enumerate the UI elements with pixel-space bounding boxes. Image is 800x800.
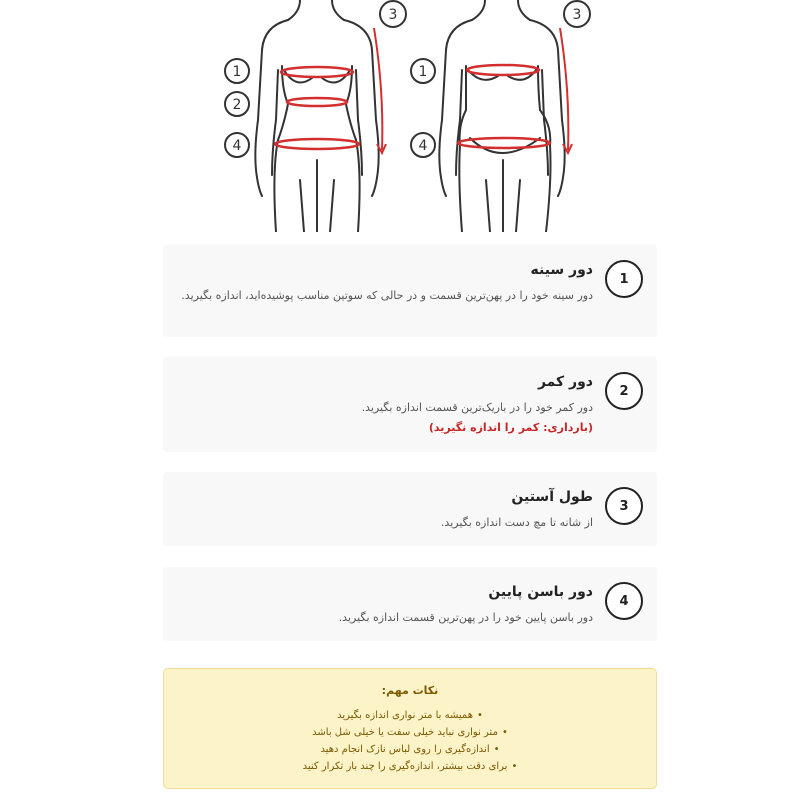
step-number-badge: 2 <box>605 372 643 410</box>
svg-text:1: 1 <box>232 64 242 80</box>
step-number-badge: 1 <box>605 260 643 298</box>
card-description: دور کمر خود را در باریک‌ترین قسمت اندازه بگیرید. <box>361 401 593 414</box>
list-item <box>164 758 656 775</box>
step-number-badge: 3 <box>605 487 643 525</box>
measurement-illustration <box>200 0 620 232</box>
notes-list <box>164 707 656 775</box>
list-item <box>164 707 656 724</box>
card-description: از شانه تا مچ دست اندازه بگیرید. <box>440 516 593 529</box>
bullet-icon: • <box>511 761 518 772</box>
note-text: اندازه‌گیری را روی لباس نازک انجام دهید <box>320 744 490 755</box>
list-item <box>164 724 656 741</box>
measurement-card-sleeve <box>163 472 657 546</box>
bullet-icon: • <box>476 710 483 721</box>
note-text: برای دقت بیشتر، اندازه‌گیری را چند بار تکرار کنید <box>302 761 508 772</box>
bullet-icon: • <box>493 744 500 755</box>
pregnancy-warning: (بارداری: کمر را اندازه نگیرید) <box>428 421 593 434</box>
marker-2-left <box>225 92 249 116</box>
note-text: متر نواری نباید خیلی سفت یا خیلی شل باشد <box>312 727 498 738</box>
measurement-card-low-hip <box>163 567 657 641</box>
card-body <box>179 262 593 305</box>
notes-title: نکات مهم: <box>381 684 439 697</box>
body-figure-pregnant <box>439 0 564 232</box>
card-title: دور سینه <box>530 262 593 278</box>
svg-text:3: 3 <box>388 7 398 23</box>
card-title: طول آستین <box>511 489 593 505</box>
svg-text:3: 3 <box>572 7 582 23</box>
measurement-card-bust <box>163 245 657 337</box>
card-title: دور کمر <box>537 374 593 390</box>
body-figure-regular <box>255 0 378 232</box>
marker-3-left <box>380 1 406 27</box>
note-text: همیشه با متر نواری اندازه بگیرید <box>337 710 473 721</box>
important-notes-box <box>163 668 657 789</box>
card-body <box>179 374 593 434</box>
marker-3-right <box>564 1 590 27</box>
list-item <box>164 741 656 758</box>
step-number-badge: 4 <box>605 582 643 620</box>
svg-text:2: 2 <box>232 97 242 113</box>
marker-4-right <box>411 133 435 157</box>
marker-4-left <box>225 133 249 157</box>
card-body <box>179 489 593 532</box>
svg-text:4: 4 <box>418 138 428 154</box>
svg-text:1: 1 <box>418 64 428 80</box>
card-description: دور باسن پایین خود را در پهن‌ترین قسمت اندازه بگیرید. <box>338 611 593 624</box>
card-description: دور سینه خود را در پهن‌ترین قسمت و در حالی که سوتین مناسب پوشیده‌اید، اندازه بگیرید. <box>181 289 593 302</box>
marker-1-left <box>225 59 249 83</box>
marker-1-right <box>411 59 435 83</box>
bullet-icon: • <box>501 727 508 738</box>
card-title: دور باسن پایین <box>488 584 593 600</box>
measurement-card-waist <box>163 357 657 452</box>
svg-text:4: 4 <box>232 138 242 154</box>
card-body <box>179 584 593 627</box>
